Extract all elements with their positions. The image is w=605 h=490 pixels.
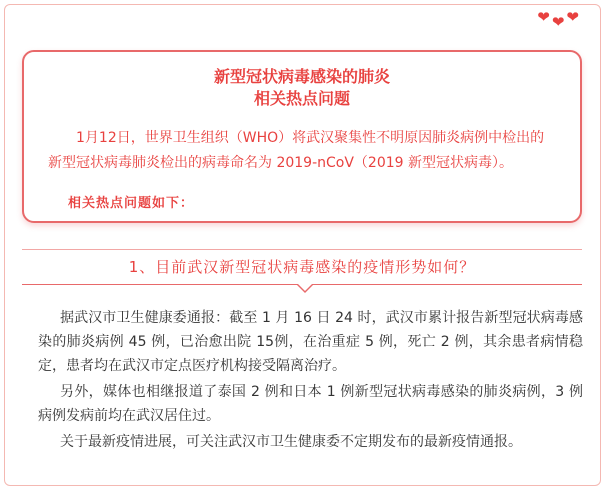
paragraph: 据武汉市卫生健康委通报：截至 1 月 16 日 24 时，武汉市累计报告新型冠状病毒感染的肺炎病例 45 例，已治愈出院 15例，在治重症 5 例，死亡 2 例，其余患者病情稳定，患者均在武汉市定点医疗机构接受隔离治疗。 [38,310,583,374]
divider [22,249,582,250]
intro-card [22,50,582,223]
card-title-line1: 新型冠状病毒感染的肺炎 [213,67,390,86]
card-title [24,66,580,110]
paragraph: 关于最新疫情进展，可关注武汉市卫生健康委不定期发布的最新疫情通报。 [60,434,522,450]
heart-icon: ❤ [566,8,579,26]
card-title-line2: 相关热点问题 [253,89,350,108]
card-body-text: 1月12日，世界卫生组织（WHO）将武汉聚集性不明原因肺炎病例中检出的新型冠状病毒肺炎检出的病毒命名为 2019-nCoV（2019 新型冠状病毒）。 [48,130,545,171]
paragraph: 另外，媒体也相继报道了泰国 2 例和日本 1 例新型冠状病毒感染的肺炎病例，3 例病例发病前均在武汉居住过。 [38,384,583,424]
question-header [22,249,582,285]
pointer-triangle-inner [298,284,312,291]
heart-icon: ❤ [537,8,550,26]
hearts-decoration [537,10,579,30]
heart-icon: ❤ [551,13,565,31]
card-subheading: 相关热点问题如下： [68,196,195,211]
question-text: 1、目前武汉新型冠状病毒感染的疫情形势如何？ [128,258,476,276]
